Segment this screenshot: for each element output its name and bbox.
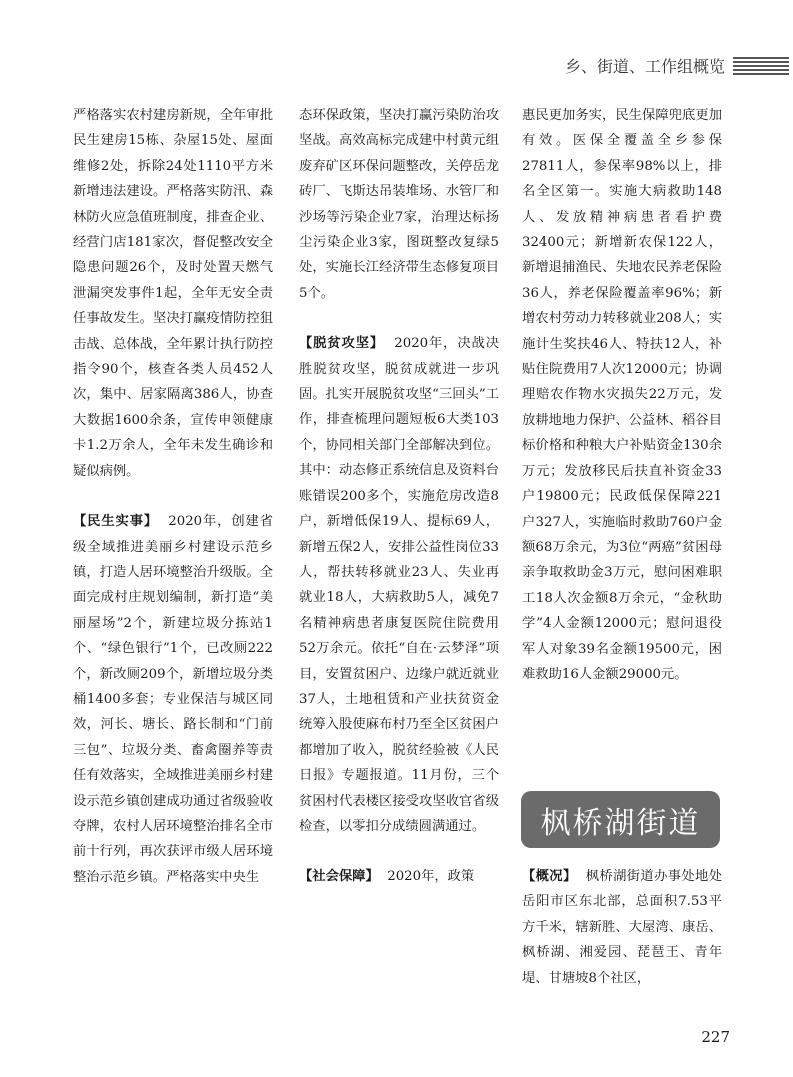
column-3 xyxy=(522,103,722,773)
column-3-overview xyxy=(522,864,722,991)
column-3-overview-para xyxy=(522,864,722,991)
column-1-paragraph: 严格落实农村建房新规，全年审批民生建房15栋、杂屋15处、屋面维修2处，拆除24处1110平方米新增违法建设。严格落实防汛、森林防火应急值班制度，排查企业、经营门店181家次，督促整改安全隐患问题26个，及时处置天燃气泄漏突发事件1起，全年无安全责任事故发生。坚决打赢疫情防控狙击战、总体战，全年累计执行防控指令90个，核查各类人员452人次，集中、居家隔离386人，协查大数据1600余条，宣传申领健康卡1.2万余人，全年未发生确诊和疑似病例。 xyxy=(73,108,273,479)
column-2-section-text: 2020年，决战决胜脱贫攻坚，脱贫成就进一步巩固。扎实开展脱贫攻坚“三回头”工作，排查梳理问题短板6大类103个，协同相关部门全部解决到位。其中：动态修正系统信息及资料台账错误200多个，实施危房改造8户，新增低保19人、提标69人，新增五保2人，安排公益性岗位33人，帮扶转移就业23人、失业再就业18人，大病救助5人，减免7名精神病患者康复医院住院费用52万余元。依托“自在·云梦泽”项目，安置贫困户、边缘户就近就业37人，土地租赁和产业扶贫资金统筹入股使麻布村乃至全区贫困户都增加了收入，脱贫经验被《人民日报》专题报道。11月份，三个贫困村代表楼区接受攻坚收官省级检查，以零扣分成绩圆满通过。 xyxy=(299,336,499,834)
column-2 xyxy=(299,103,499,1003)
column-1-section xyxy=(73,509,273,890)
column-3-paragraph: 惠民更加务实，民生保障兜底更加有效。医保全覆盖全乡参保27811人，参保率98%以上，排名全区第一。实施大病救助148人、发放精神病患者看护费32400元；新增新农保122人，新增退捕渔民、失地农民养老保险36人，养老保险覆盖率96%；新增农村劳动力转移就业208人；实施计生奖扶46人、特扶12人，补贴住院费用7人次12000元；协调理赔农作物水灾损失22万元，发放耕地地力保护、公益林、稻谷目标价格和种粮大户补贴资金130余万元；发放移民后扶直补资金33户19800元；民政低保保障221户327人，实施临时救助760户金额68万余元，为3位“两癌”贫困母亲争取救助金3万元，慰问困难职工18人次金额8万余元，“金秋助学”4人金额12000元；慰问退役军人对象39名金额19500元，困难救助16人金额29000元。 xyxy=(522,108,722,682)
district-title-banner: 枫桥湖街道 xyxy=(521,791,720,848)
section-label-livelihood: 【民生实事】 xyxy=(73,514,159,530)
page-number: 227 xyxy=(701,1028,730,1046)
column-2-paragraph: 态环保政策，坚决打赢污染防治攻坚战。高效高标完成建中村黄元组废弃矿区环保问题整改，关停岳龙砖厂、飞斯达吊装堆场、水管厂和沙场等污染企业7家，治理达标扬尘污染企业3家，图斑整改复绿5处，实施长江经济带生态修复项目5个。 xyxy=(299,108,499,301)
column-3-overview-text: 枫桥湖街道办事处地处岳阳市区东北部，总面积7.53平方千米，辖新胜、大屋湾、康岳、枫桥湖、湘爱园、琵琶王、青年堤、甘塘坡8个社区， xyxy=(522,869,722,986)
column-2-section-2-text: 2020年，政策 xyxy=(387,869,475,885)
running-header-title: 乡、街道、工作组概览 xyxy=(565,57,726,76)
section-label-poverty: 【脱贫攻坚】 xyxy=(299,336,385,352)
column-2-section-2 xyxy=(299,864,499,889)
column-2-section xyxy=(299,331,499,839)
header-decoration xyxy=(733,57,789,77)
column-1 xyxy=(73,103,273,1003)
section-label-overview: 【概况】 xyxy=(522,869,577,884)
column-1-section-text: 2020年，创建省级全域推进美丽乡村建设示范乡镇，打造人居环境整治升级版。全面完成村庄规划编制，新打造“美丽屋场”2个，新建垃圾分拣站1个、“绿色银行”1个，已改厕222个，新改厕209个，新增垃圾分类桶1400多套；专业保洁与城区同效，河长、塘长、路长制和“门前三包”、垃圾分类、畜禽圈养等责任有效落实，全域推进美丽乡村建设示范乡镇创建成功通过省级验收夺牌，农村人居环境整治排名全市前十行列，再次获评市级人居环境整治示范乡镇。严格落实中央生 xyxy=(73,514,273,885)
section-label-social-security: 【社会保障】 xyxy=(299,869,379,885)
